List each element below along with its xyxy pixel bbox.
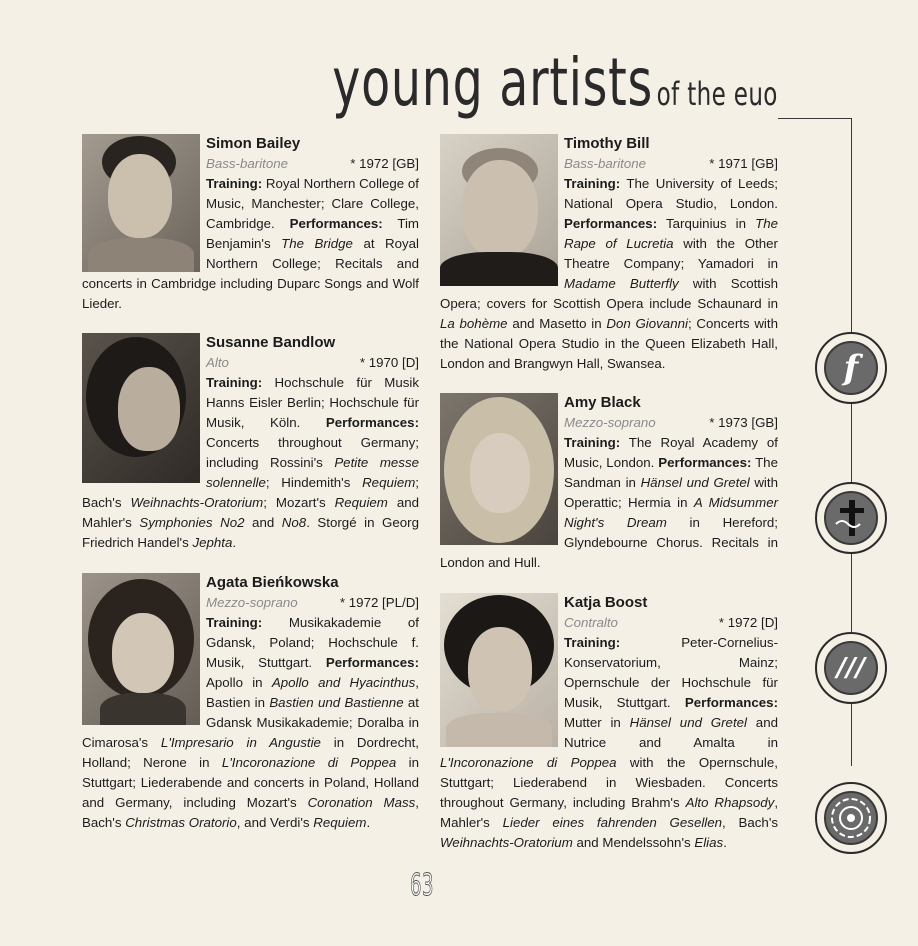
training-text: Peter-Cornelius-Konservatorium, Mainz; Opernschule der Hochschule für Musik, Stuttgart. [564, 635, 778, 710]
decor-line-horizontal [778, 118, 852, 119]
artist-photo [82, 573, 200, 725]
voice-type: Bass-baritone [564, 156, 647, 171]
artist-photo [440, 393, 558, 545]
artist-name: Susanne Bandlow [206, 334, 336, 351]
page-title [332, 44, 778, 121]
artist-photo [82, 333, 200, 483]
artist-name: Timothy Bill [564, 135, 650, 152]
artist-entry-katja-boost: Katja Boost Contralto * 1972 [D] Training: Peter-Cornelius-Konservatorium, Mainz; Opernschule der Hochschule für Musik, Stuttgart. Performances: Mutter in Hänsel und Gretel and Nutrice and Amalta in L'Incoronazione di Poppea with the Opernschule, Stuttgart; Liederabend in Wiesbaden. Concerts throughout Germany, including Brahm's Alto Rhapsody, Mahler's Lieder eines fahrenden Gesellen, Bach's Weihnachts-Oratorium and Mendelssohn's Elias. [440, 594, 779, 850]
artist-photo [440, 593, 558, 747]
training-label: Training: [564, 635, 621, 650]
training-text: The Royal Academy of Music, London. [564, 435, 778, 470]
training-label: Training: [564, 176, 621, 191]
training-text: Royal Northern College of Music, Manchester; Clare College, Cambridge. [206, 176, 419, 231]
performances-label: Performances: [325, 415, 419, 430]
artist-name: Simon Bailey [206, 135, 301, 152]
training-label: Training: [206, 375, 263, 390]
training-text: Hochschule für Musik Hanns Eisler Berlin; Hochschule für Musik, Köln. [206, 375, 419, 430]
artist-name: Amy Black [564, 394, 641, 411]
training-label: Training: [206, 176, 263, 191]
training-label: Training: [206, 615, 263, 630]
page-number: 63 [410, 868, 435, 903]
training-label: Training: [564, 435, 621, 450]
artist-entry-timothy-bill: Timothy Bill Bass-baritone * 1971 [GB] Training: The University of Leeds; National Opera Studio, London. Performances: Tarquinius in The Rape of Lucretia with the Other Theatre Company; Yamadori in Madame Butterfly with Scottish Opera; covers for Scottish Opera include Schaunard in La bohème and Masetto in Don Giovanni; Concerts with the National Opera Studio in the Queen Elizabeth Hall, London and Brangwyn Hall, Swansea. [440, 135, 778, 371]
artist-photo [82, 134, 200, 272]
cross-emblem-icon [815, 482, 887, 554]
performances-label: Performances: [289, 216, 383, 231]
artist-entry-agata-bienkowska: Agata Bieńkowska Mezzo-soprano * 1972 [PL/D] Training: Musikakademie of Gdansk, Poland; Hochschule f. Musik, Stuttgart. Performances: Apollo in Apollo and Hyacinthus, Bastien in Bastien und Bastienne at Gdansk Musikakademie; Doralba in Cimarosa's L'Impresario in Angustie in Dordrecht, Holland; Nerone in L'Incoronazione di Poppea in Stuttgart; Liederabende and concerts in Poland, Holland and Germany, including Mozart's Coronation Mass, Bach's Christmas Oratorio, and Verdi's Requiem. [82, 574, 419, 830]
performances-label: Performances: [564, 216, 658, 231]
birth-info: * 1971 [GB] [709, 156, 778, 171]
artist-name: Katja Boost [564, 594, 648, 611]
voice-type: Mezzo-soprano [564, 415, 656, 430]
artist-photo [440, 134, 558, 286]
training-text: The University of Leeds; National Opera Studio, London. [564, 176, 778, 211]
performances-label: Performances: [325, 655, 419, 670]
performances-label: Performances: [684, 695, 778, 710]
voice-type: Alto [206, 355, 229, 370]
flower-emblem-icon [815, 782, 887, 854]
artist-entry-susanne-bandlow: Susanne Bandlow Alto * 1970 [D] Training: Hochschule für Musik Hanns Eisler Berlin; Hochschule für Musik, Köln. Performances: Concerts throughout Germany; including Rossini's Petite messe solennelle; Hindemith's Requiem; Bach's Weihnachts-Oratorium; Mozart's Requiem and Mahler's Symphonies No2 and No8. Storgé in Georg Friedrich Handel's Jephta. [82, 334, 420, 550]
birth-info: * 1972 [GB] [350, 156, 419, 171]
birth-info: * 1972 [D] [718, 615, 778, 630]
birth-info: * 1973 [GB] [709, 415, 778, 430]
page-title-sub: of the euo [656, 75, 778, 113]
artist-name: Agata Bieńkowska [206, 574, 339, 591]
numeral-emblem-icon: /// [815, 632, 887, 704]
voice-type: Contralto [564, 615, 618, 630]
performances-label: Performances: [658, 455, 752, 470]
voice-type: Bass-baritone [206, 156, 289, 171]
artist-entry-amy-black: Amy Black Mezzo-soprano * 1973 [GB] Training: The Royal Academy of Music, London. Performances: The Sandman in Hänsel und Gretel with Operattic; Hermia in A Midsummer Night's Dream in Hereford; Glyndebourne Chorus. Recitals in London and Hull. [440, 394, 779, 570]
birth-info: * 1970 [D] [359, 355, 419, 370]
birth-info: * 1972 [PL/D] [339, 595, 419, 610]
page-title-main: young artists [332, 44, 654, 121]
f-emblem-icon: f [815, 332, 887, 404]
artist-entry-simon-bailey: Simon Bailey Bass-baritone * 1972 [GB] Training: Royal Northern College of Music, Manchester; Clare College, Cambridge. Performances: Tim Benjamin's The Bridge at Royal Northern College; Recitals and concerts in Cambridge including Duparc Songs and Wolf Lieder. [82, 135, 420, 311]
training-text: Musikakademie of Gdansk, Poland; Hochschule f. Musik, Stuttgart. [206, 615, 419, 670]
voice-type: Mezzo-soprano [206, 595, 298, 610]
